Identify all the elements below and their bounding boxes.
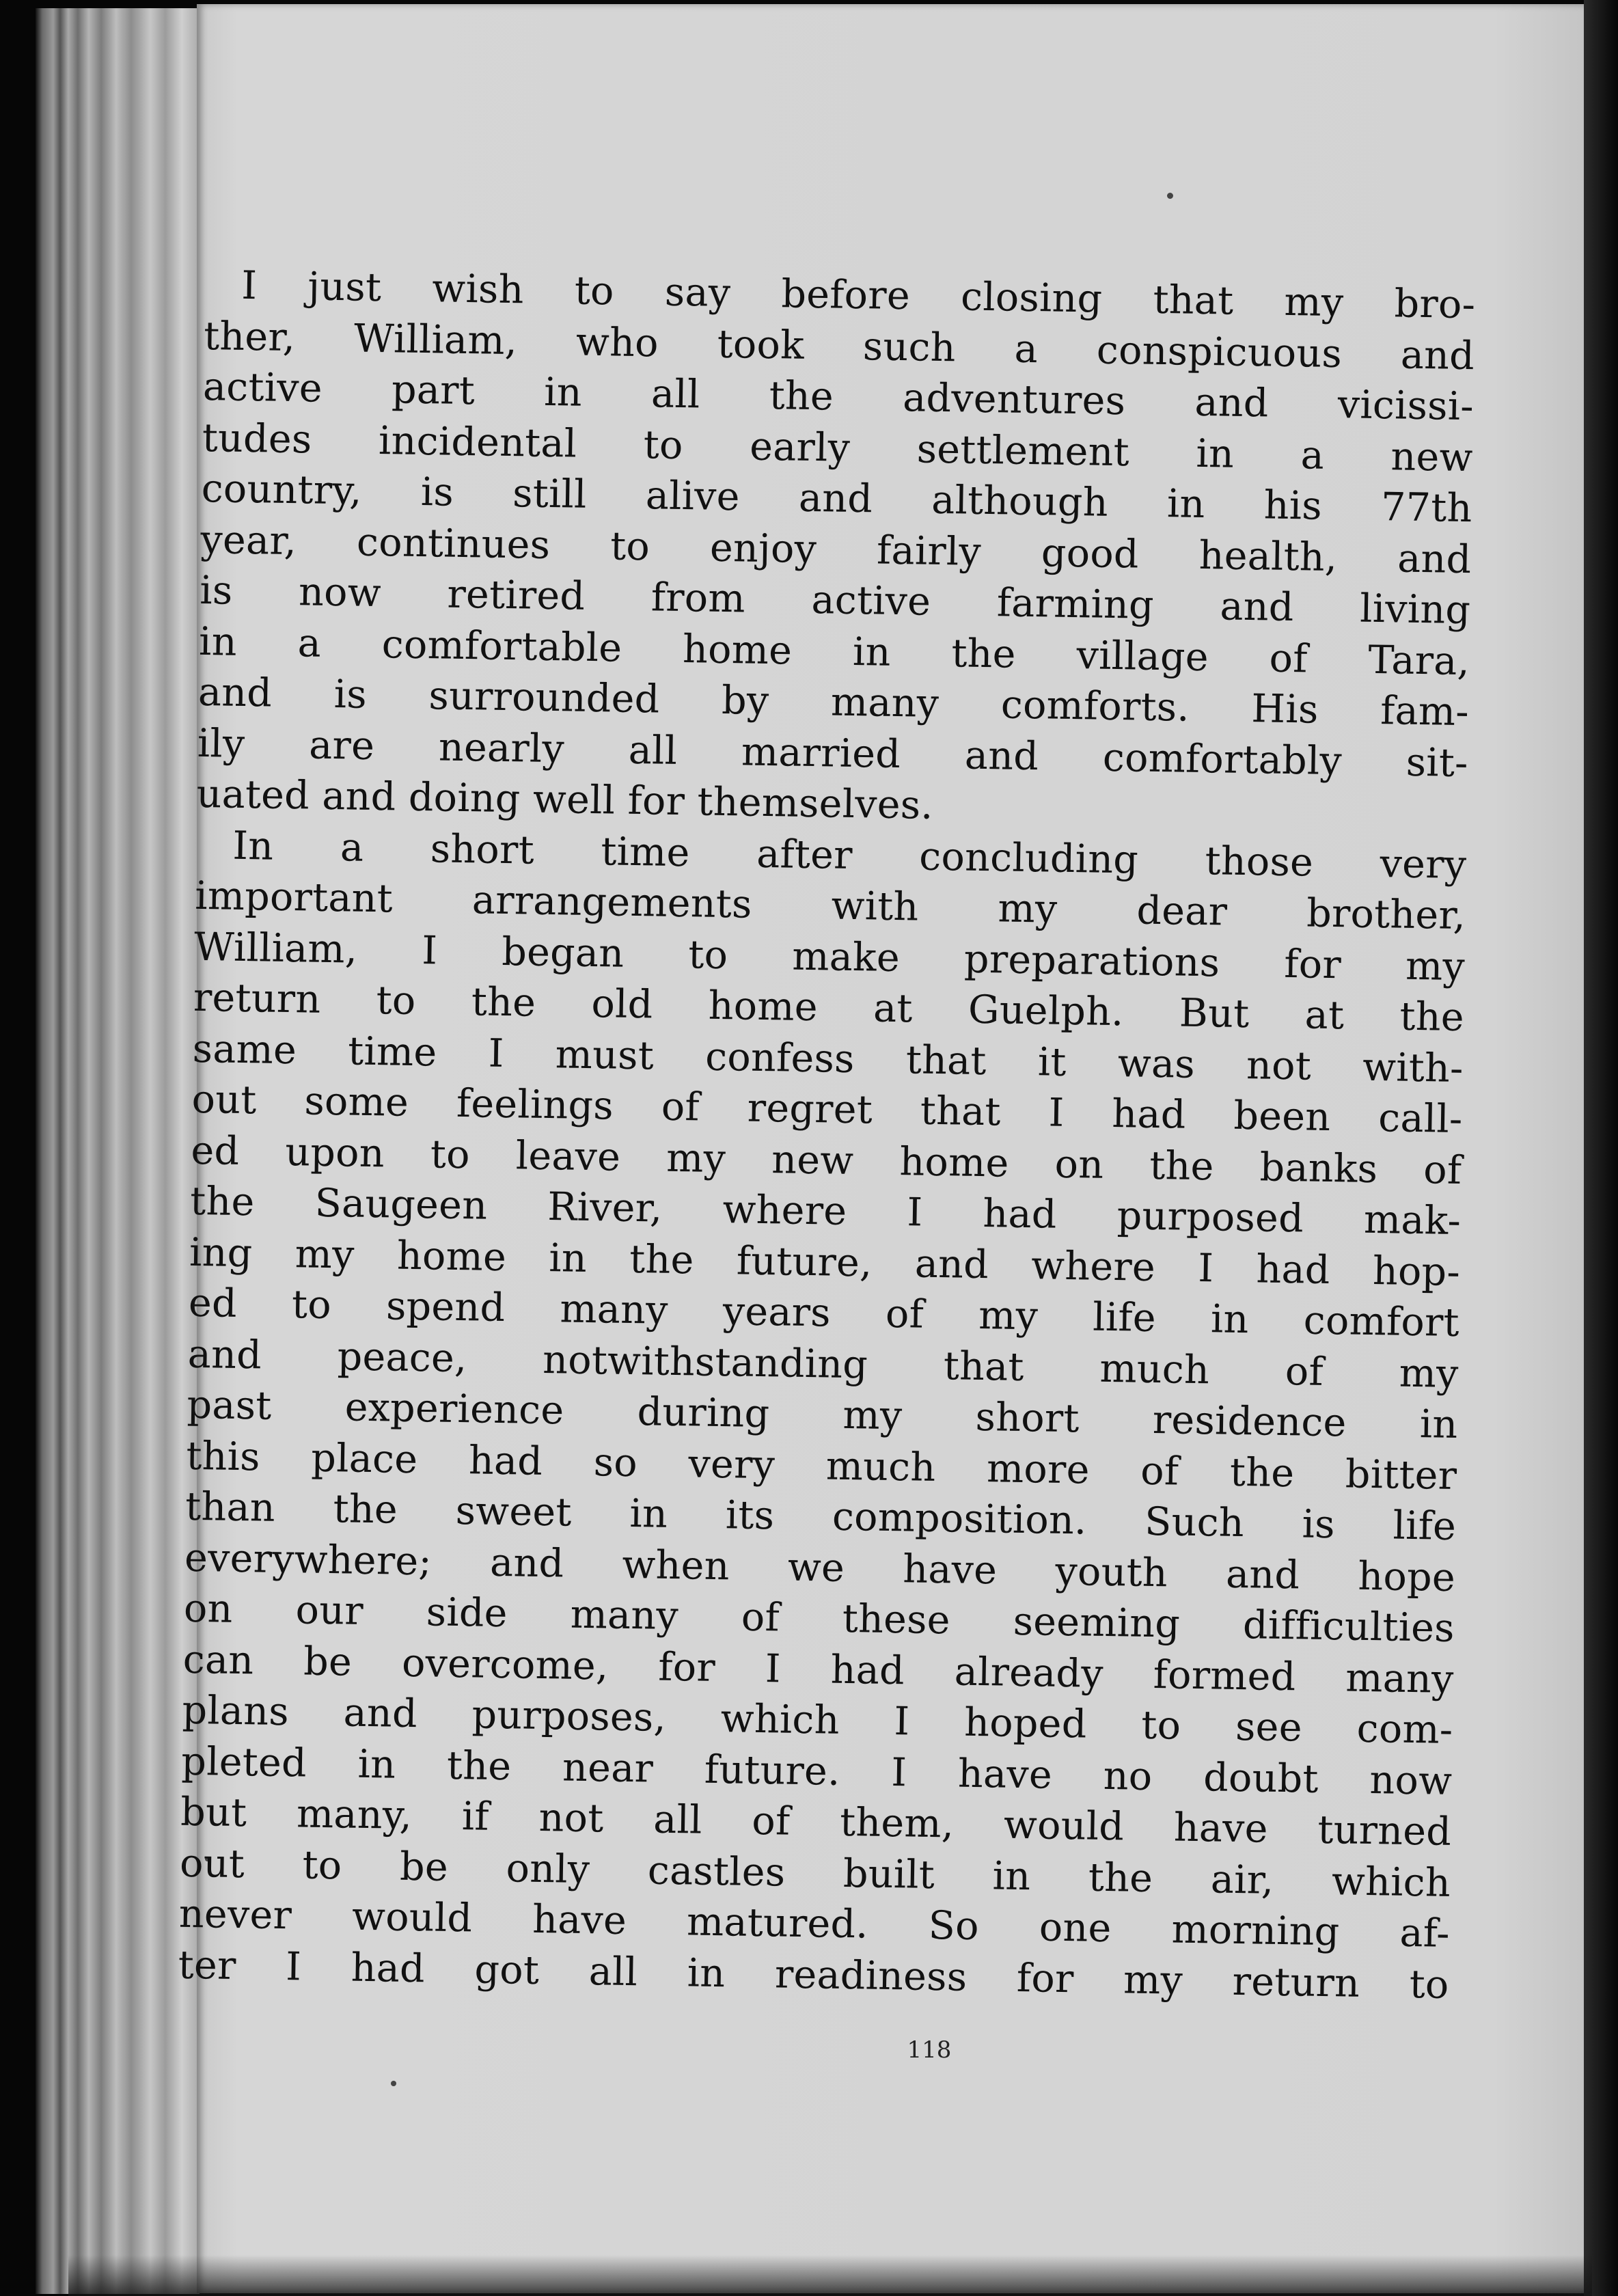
bottom-shadow	[68, 2255, 1592, 2296]
paragraph-1	[196, 260, 1476, 840]
speck-mark	[391, 2081, 396, 2086]
text-line: everywhere; and when we have youth and hope	[184, 1535, 1456, 1600]
text-line: ther, William, who took such a conspicuous and	[203, 313, 1475, 379]
text-line: on our side many of these seeming difficulties	[183, 1585, 1455, 1651]
text-line: I just wish to say before closing that my bro-	[241, 262, 1476, 328]
text-line: out some feelings of regret that I had been call-	[191, 1076, 1463, 1143]
text-line: this place had so very much more of the bitter	[185, 1433, 1457, 1499]
text-line: but many, if not all of them, would have turned	[180, 1789, 1452, 1855]
text-line: ed to spend many years of my life in comfort	[188, 1280, 1460, 1346]
text-line: the Saugeen River, where I had purposed mak-	[189, 1178, 1462, 1244]
text-line: and is surrounded by many comforts. His fam-	[197, 669, 1470, 735]
text-line: ily are nearly all married and comfortably sit-	[197, 720, 1469, 786]
text-line: tudes incidental to early settlement in a new	[202, 415, 1474, 480]
text-line: country, is still alive and although in his 77th	[201, 465, 1473, 532]
body-text	[178, 260, 1476, 2010]
text-line: in a comfortable home in the village of Tara,	[198, 618, 1470, 684]
text-line: plans and purposes, which I hoped to see com-	[182, 1687, 1453, 1753]
text-line: In a short time after concluding those very	[232, 823, 1467, 888]
text-line: can be overcome, for I had already formed many	[182, 1637, 1455, 1702]
book-page-edges	[36, 8, 200, 2294]
paragraph-2	[178, 819, 1467, 2010]
text-line: year, continues to enjoy fairly good health, and	[200, 517, 1472, 582]
page-number: 118	[907, 2036, 952, 2064]
text-line: uated and doing well for themselves.	[196, 771, 934, 828]
right-dark-border	[1584, 0, 1618, 2296]
text-line: William, I began to make preparations for my	[193, 924, 1466, 989]
speck-mark	[1167, 193, 1173, 199]
text-line: past experience during my short residence in	[187, 1382, 1458, 1448]
text-line: out to be only castles built in the air, which	[179, 1840, 1451, 1906]
text-line: important arrangements with my dear brother,	[194, 873, 1466, 939]
text-line: ing my home in the future, and where I had hop-	[189, 1229, 1461, 1295]
text-line: active part in all the adventures and vicissi-	[202, 364, 1475, 430]
text-line: ed upon to leave my new home on the banks of	[191, 1128, 1462, 1193]
text-line: return to the old home at Guelph. But at the	[193, 974, 1465, 1041]
text-line: and peace, notwithstanding that much of my	[187, 1331, 1459, 1397]
text-line: than the sweet in its composition. Such is life	[184, 1484, 1457, 1549]
text-line: never would have matured. So one morning af-	[178, 1891, 1451, 1956]
text-line: pleted in the near future. I have no doubt now	[180, 1738, 1453, 1804]
text-line: ter I had got all in readiness for my return to	[178, 1942, 1450, 2008]
text-line: is now retired from active farming and living	[199, 567, 1471, 633]
text-line: same time I must confess that it was not with-	[192, 1026, 1464, 1091]
